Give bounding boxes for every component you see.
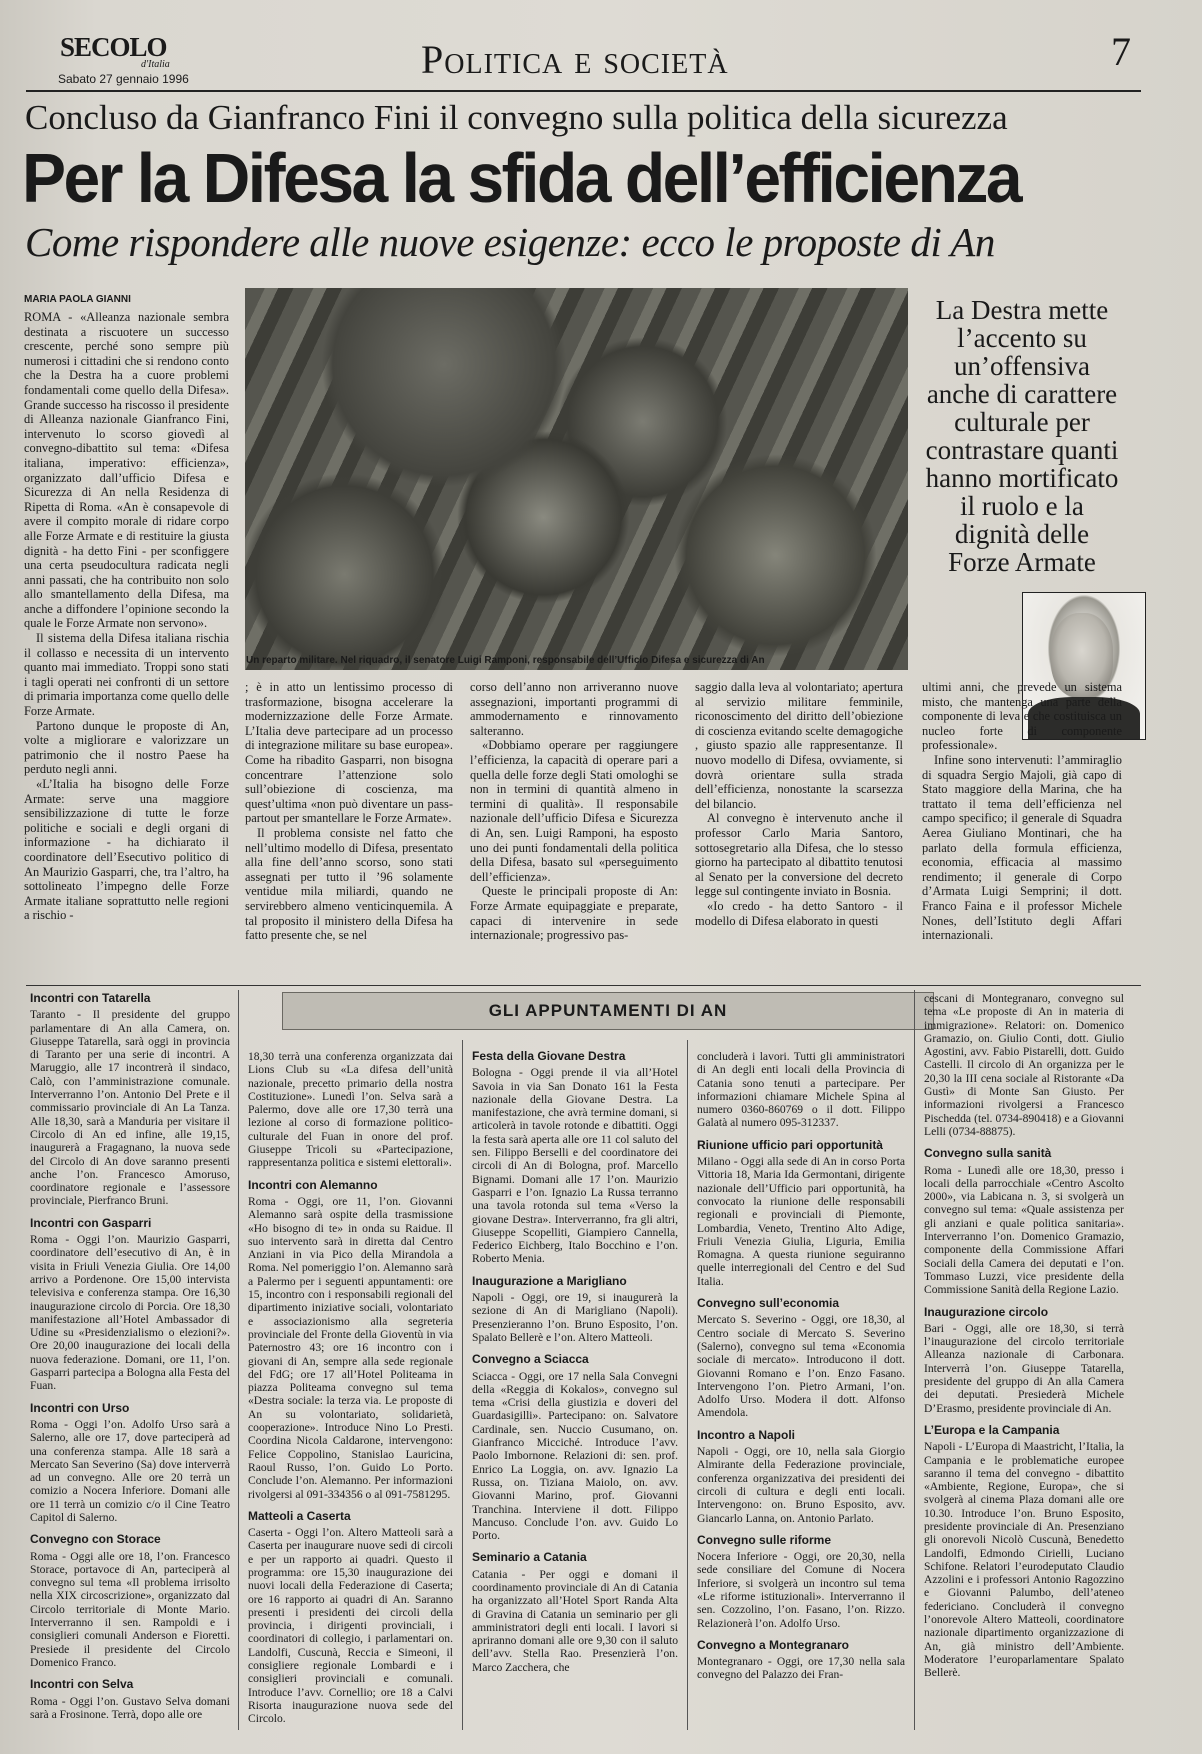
appointment-item [30, 1678, 230, 1721]
paragraph: «Io credo - ha detto Santoro - il modello di Difesa elaborato in questi [695, 898, 903, 928]
appointment-item [30, 1533, 230, 1669]
appointment-item [924, 1306, 1124, 1415]
pull-quote: La Destra mette l’accento su un’offensiva anche di carattere culturale per contrastare quanti hanno mortificato il ruolo e la dignità delle Forze Armate [925, 295, 1119, 577]
appointment-heading: Incontri con Urso [30, 1400, 130, 1415]
paragraph: saggio dalla leva al volontariato; apertura al servizio militare femminile, riconoscimento del diritto dell’obiezione di coscienza evitando scelte demagogiche , giusto spazio alle rappresentanze. Il nuovo modello di Difesa, ovviamente, si dovrà orientare sulla strada dell’efficienza, nonostante la scarsezza del bilancio. [695, 680, 903, 811]
appointments-column-3 [472, 1050, 678, 1683]
newspaper-logo-sub: d'Italia [141, 59, 170, 70]
article-headline: Per la Difesa la sfida dell’efficienza [22, 139, 1021, 217]
appointment-heading: Incontro a Napoli [697, 1427, 796, 1442]
section-title: Politica e società [421, 37, 729, 82]
appointment-text: Roma - Oggi l’on. Maurizio Gasparri, coordinatore dell’esecutivo di An, è in visita in Friuli Venezia Giulia. Ore 14,00 arrivo a Pordenone. Ore 15,00 intervista televisiva e conferenza stampa. Ore 16,30 inaugurazione circolo di Porcia. Ore 18,30 manifestazione all’Hotel Ambassador di Udine su «Presidenzialismo o elezioni?». Ore 20,00 inaugurazione dei locali della nuova federazione. Domani, ore 11, l’on. Gasparri partecipa a Bologna alla Festa del Fuan. [30, 1233, 230, 1393]
appointment-text: Napoli - Oggi, ore 10, nella sala Giorgio Almirante della Federazione provinciale, conferenza organizzativa dei presidenti dei circoli di cultura e degli enti locali. Intervengono: on. Bruno Esposito, avv. Giancarlo Lanna, on. Antonio Parlato. [697, 1445, 905, 1525]
section-divider [26, 985, 1141, 986]
appointment-heading: Incontri con Alemanno [248, 1177, 378, 1192]
appointments-column-5 [924, 992, 1124, 1689]
article-column-2 [245, 680, 453, 943]
appointment-item [30, 1402, 230, 1525]
appointment-item [248, 1510, 453, 1726]
paragraph: ultimi anni, che prevede un sistema misto, che mantenga una parte della componente di leva e che costituisca un nucleo forte di componente professionale». [922, 680, 1122, 753]
appointment-item [924, 992, 1124, 1138]
appointment-text: Bari - Oggi, alle ore 18,30, si terrà l’inaugurazione del circolo territoriale Alleanza nazionale di Carbonara. Interverrà l’on. Giuseppe Tatarella, presidente del gruppo di An alla Camera dei deputati. Presiederà Michele D’Erasmo, presidente provinciale di An. [924, 1321, 1124, 1415]
article-subhead: Come rispondere alle nuove esigenze: ecco le proposte di An [25, 219, 995, 265]
appointment-text: Napoli - L’Europa di Maastricht, l’Italia, la Campania e le problematiche europee saranno il tema del convegno - dibattito «Ambiente, Regione, Europa», che si svolgerà al cinema Plaza domani alle ore 10.30. Introduce l’on. Bruno Esposito, presidente provinciale di An. Presenziano gli onorevoli Nicolò Cuscunà, Benedetto Landolfi, Edmondo Cirielli, Luciano Schifone. Relatori l’eurodeputato Claudio Azzolini e i professori Antonio Ragozzino e Giovanni Palumbo, dell’ateneo federiciano. Concluderà il convegno l’onorevole Altero Matteoli, coordinatore nazionale dipartimento organizzazione di An, già ministro dell’Ambiente. Moderatore l’europarlamentare Spalato Bellerè. [924, 1440, 1124, 1680]
paragraph: corso dell’anno non arriveranno nuove assegnazioni, importanti programmi di ammodernamento e rinnovamento salteranno. [470, 680, 678, 738]
masthead [26, 22, 1141, 92]
appointment-item [472, 1353, 678, 1542]
appointment-text: Mercato S. Severino - Oggi, ore 18,30, al Centro sociale di Mercato S. Severino (Salerno), convegno sul tema «Economia sociale di mercato». Introducono il dott. Giovanni Romano e l’on. Enzo Fasano. Intervengono l’on. Pietro Armani, l’on. Adolfo Urso. Modera il dott. Alfonso Amendola. [697, 1313, 905, 1420]
appointment-item [697, 1297, 905, 1420]
appointment-text: Roma - Oggi alle ore 18, l’on. Francesco Storace, portavoce di An, parteciperà al convegno sul tema «Il problema irrisolto nella XIX circoscrizione», organizzato dal Circolo territoriale di Monte Mario. Interverranno il sen. Rampoldi e i consiglieri comunali Anderson e Fioretti. Presiede il presidente del Circolo Domenico Franco. [30, 1549, 230, 1669]
appointment-text: Milano - Oggi alla sede di An in corso Porta Vittoria 18, Maria Ida Germontani, dirigente nazionale dell’Ufficio pari opportunità, ha convocato la riunione delle responsabili regionali e provinciali di Piemonte, Lombardia, Veneto, Trentino Alto Adige, Friuli Venezia Giulia, Liguria, Emilia Romagna. A questa riunione seguiranno quelle interregionali del Centro e del Sud Italia. [697, 1155, 905, 1288]
column-rule [914, 990, 915, 1730]
appointment-text: concluderà i lavori. Tutti gli amministratori di An degli enti locali della Provincia di Catania sono tenuti a partecipare. Per informazioni chiamare Michele Spina al numero 0360-860769 o il dott. Filippo Galatà al numero 095-312337. [697, 1050, 905, 1130]
appointment-text: Caserta - Oggi l’on. Altero Matteoli sarà a Caserta per inaugurare nuove sedi di circoli e per un rapporto ai quadri. Questo il programma: ore 15,30 inaugurazione dei nuovi locali della Federazione di Caserta; ore 16 rapporto ai quadri di An. Saranno presenti i presidenti dei circoli della provincia, i dirigenti provinciali, i coordinatori di collegio, i parlamentari on. Landolfi, Cuscunà, Reccia e Simeoni, il consigliere regionale Lombardi e i consiglieri provinciali e comunali. Introduce l’avv. Cornellio; ore 18 a Calvi Risorta inaugurazione nuova sede del Circolo. [248, 1526, 453, 1726]
page-number: 7 [1111, 29, 1131, 74]
appointment-text: Nocera Inferiore - Oggi, ore 20,30, nella sede consiliare del Comune di Nocera Inferiore, si svolgerà un incontro sul tema «Le riforme istituzionali». Interverranno il sen. Cozzolino, l’on. Fasano, l’on. Rizzo. Relazionerà l’on. Adolfo Urso. [697, 1550, 905, 1630]
appointments-column-2 [248, 1050, 453, 1735]
appointment-item [472, 1275, 678, 1344]
paragraph: Queste le principali proposte di An: Forze Armate equipaggiate e preparate, capaci di intervenire in sede internazionale; progressivo pas- [470, 884, 678, 943]
appointment-heading: Convegno sulle riforme [697, 1532, 832, 1547]
appointment-text: Sciacca - Oggi, ore 17 nella Sala Convegni della «Reggia di Kokalos», convegno sul tema «Crisi della giustizia e doveri del Guardasigilli». Partecipano: on. Salvatore Cardinale, sen. Nuccio Cusumano, on. Gianfranco Micciché. Introduce l’avv. Paolo Imbornone. Relazioni di: sen. prof. Enrico La Loggia, on. avv. Ignazio La Russa, on. Tiziana Maiolo, on. avv. Giovanni Marino, prof. Giovanni Tranchina. Interviene il dott. Filippo Mancuso. Conclude l’on. avv. Guido Lo Porto. [472, 1369, 678, 1543]
newspaper-logo: SECOLO [60, 32, 167, 62]
article-column-4 [695, 680, 903, 928]
paragraph: Il sistema della Difesa italiana rischia il collasso e necessita di un intervento quanto mai immediato. Troppi sono stati i tagli operati nei confronti di un settore di primaria importanza come quello delle Forze Armate. [24, 631, 229, 719]
appointment-heading: L’Europa e la Campania [924, 1422, 1060, 1437]
issue-date: Sabato 27 gennaio 1996 [58, 72, 189, 86]
appointment-heading: Inaugurazione a Marigliano [472, 1273, 627, 1288]
appointment-text: Roma - Oggi l’on. Adolfo Urso sarà a Salerno, alle ore 17, dove parteciperà ad una conferenza stampa. Alle 18 sarà a Mercato San Severino (Sa) dove interverrà ad un convegno. Alle ore 20 terrà un comizio a Nocera Inferiore. Domani alle ore 11 terrà un comizio c/o il Cine Teatro Capitol di Salerno. [30, 1417, 230, 1524]
appointment-heading: Incontri con Gasparri [30, 1215, 152, 1230]
article-column-5 [922, 680, 1122, 943]
paragraph: Partono dunque le proposte di An, volte a migliorare e valorizzare un patrimonio che il nostro Paese ha perduto negli anni. [24, 718, 229, 777]
appointment-item [697, 1534, 905, 1630]
appointment-text: Roma - Oggi l’on. Gustavo Selva domani sarà a Frosinone. Terrà, dopo alle ore [30, 1694, 230, 1721]
appointment-text: Catania - Per oggi e domani il coordinamento provinciale di An di Catania ha organizzato all’Hotel Sport Randa Alta di Gravina di Catania un seminario per gli amministratori degli enti locali. I lavori si apriranno domani alle ore 9,30 con il saluto dell’avv. Stella Rao. Presenzierà l’on. Marco Zacchera, che [472, 1567, 678, 1674]
article-byline: MARIA PAOLA GIANNI [24, 294, 131, 305]
appointment-heading: Convegno con Storace [30, 1532, 161, 1547]
appointment-text: Taranto - Il presidente del gruppo parlamentare di An alla Camera, on. Giuseppe Tatarella, sarà oggi in provincia di Taranto per una serie di incontri. A Maruggio, alle 17 incontrerà il sindaco, Calò, con l’amministrazione comunale. Interverranno l’on. Antonio Del Prete e il commissario provinciale di An La Tanza. Alle 18,30, sarà a Manduria per visitare il Circolo di An ed infine, alle 19,15, inaugurerà a Fragagnano, la nuova sede del Circolo di An dove saranno presenti anche l’on. Francesco Amoruso, coordinatore regionale e l’assessore provinciale, Pierfranco Bruni. [30, 1008, 230, 1208]
appointments-column-1 [30, 992, 230, 1730]
article-kicker: Concluso da Gianfranco Fini il convegno sulla politica della sicurezza [25, 98, 1008, 137]
appointments-title: GLI APPUNTAMENTI DI AN [282, 992, 934, 1030]
article-column-3 [470, 680, 678, 943]
appointment-item [924, 1424, 1124, 1680]
appointment-item [697, 1639, 905, 1682]
appointment-text: Bologna - Oggi prende il via all’Hotel Savoia in via San Donato 161 la Festa nazionale della Giovane Destra. La manifestazione, che avrà termine domani, si articolerà in tavole rotonde e dibattiti. Oggi la festa sarà aperta alle ore 11 col saluto del sen. Filippo Berselli e del coordinatore dei circoli di An di Bologna, prof. Marcello Bignami. Domani alle 17 l’on. Maurizio Gasparri e l’on. Ignazio La Russa terranno una tavola rotonda sul tema «Verso la giovane Destra». Interverranno, fra gli altri, Giuseppe Scopelliti, Giampiero Cannella, Federico Eichberg, Italo Bocchino e l’on. Roberto Menia. [472, 1066, 678, 1266]
appointment-heading: Convegno sulla sanità [924, 1146, 1052, 1161]
article-column-1 [24, 310, 229, 923]
appointment-heading: Festa della Giovane Destra [472, 1049, 626, 1063]
column-rule [238, 990, 239, 1730]
appointment-text: Roma - Oggi, ore 11, l’on. Giovanni Alemanno sarà ospite della trasmissione «Ho bisogno di te» in onda su Raidue. Il suo intervento sarà in diretta dal Centro Anziani in via Pico della Mirandola a Roma. Nel pomeriggio l’on. Alemanno sarà a Palermo per i seguenti appuntamenti: ore 15, incontro con i responsabili regionali del dipartimento iniziative sociali, volontariato e associazionismo alla segreteria provinciale del Fronte della Gioventù in via Paternostro 43; ore 16 incontro con i giovani di An, sempre alla sede regionale del FdG; ore 17 all’Hotel Politeama in piazza Politeama convegno sul tema «Destra sociale: la terza via. Le proposte di An su volontariato, solidarietà, cooperazione». Introduce Nino Lo Presti. Coordina Nicola Caldarone, intervengono: Felice Coppolino, Stanislao Lauricina, Raoul Russo, l’on. Guido Lo Porto. Conclude l’on. Alemanno. Per informazioni rivolgersi al 091-334356 o al 091-7581295. [248, 1194, 453, 1501]
appointment-item [697, 1429, 905, 1525]
appointment-item [30, 992, 230, 1208]
appointment-heading: Incontri con Selva [30, 1677, 134, 1692]
appointment-text: 18,30 terrà una conferenza organizzata dai Lions Club su «La difesa dell’unità nazionale, precetto primario della nostra Costituzione». Lunedì l’on. Selva sarà a Palermo, dove alle ore 17,30 terrà una lezione al corso di formazione politico-culturale del Fuan in onore del prof. Giuseppe Tricoli su «Partecipazione, rappresentanza politica e sistemi elettorali». [248, 1050, 453, 1170]
appointment-heading: Convegno a Sciacca [472, 1352, 589, 1367]
paragraph: Il problema consiste nel fatto che nell’ultimo modello di Difesa, presentato alla fine dell’anno scorso, sono stati assegnati per tutto il ’96 solamente ventidue mila miliardi, quando ne servirebbero almeno venticinquemila. A tal proposito il ministero della Difesa ha fatto presente che, se nel [245, 825, 453, 943]
appointment-item [924, 1147, 1124, 1296]
appointment-heading: Matteoli a Caserta [248, 1508, 351, 1523]
appointment-item [30, 1217, 230, 1393]
column-rule [687, 1040, 688, 1730]
appointment-heading: Convegno a Montegranaro [697, 1637, 850, 1652]
appointment-item [697, 1050, 905, 1130]
appointment-item [248, 1179, 453, 1501]
appointment-heading: Riunione ufficio pari opportunità [697, 1137, 883, 1152]
appointments-column-4 [697, 1050, 905, 1691]
appointment-item [472, 1050, 678, 1266]
appointment-item [472, 1551, 678, 1674]
military-parade-photo [245, 288, 908, 670]
paragraph: «L’Italia ha bisogno delle Forze Armate: serve una maggiore sensibilizzazione di tutte le forze politiche e sociali e degli organi di informazione - ha dichiarato il coordinatore dell’Esecutivo politico di An Maurizio Gasparri, che, tra l’altro, ha sottolineato l’impegno delle Forze Armate italiane soprattutto nelle regioni a rischio - [24, 777, 229, 923]
appointment-text: Napoli - Oggi, ore 19, si inaugurerà la sezione di An di Marigliano (Napoli). Presenzieranno l’on. Bruno Esposito, l’on. Spalato Bellerè e l’on. Altero Matteoli. [472, 1291, 678, 1344]
paragraph: Al convegno è intervenuto anche il professor Carlo Maria Santoro, sottosegretario alla Difesa, che lo stesso giorno ha partecipato al dibattito tenutosi al Senato per la conversione del decreto legge sul contingente inviato in Bosnia. [695, 811, 903, 899]
appointment-text: Montegranaro - Oggi, ore 17,30 nella sala convegno del Palazzo dei Fran- [697, 1655, 905, 1682]
photo-caption: Un reparto militare. Nel riquadro, il senatore Luigi Ramponi, responsabile dell’Ufficio Difesa e sicurezza di An [246, 655, 765, 666]
column-rule [462, 1040, 463, 1730]
paragraph: Infine sono intervenuti: l’ammiraglio di squadra Sergio Majoli, già capo di Stato maggiore della Marina, che ha trattato il tema dell’efficienza nel campo specifico; il generale di Squadra Aerea Giuliano Montinari, che ha parlato della formula efficienza, economia, efficacia al massimo rendimento; il generale di Corpo d’Armata Luigi Semprini; il dott. Franco Faina e il professor Michele Nones, dell’Istituto degli Affari internazionali. [922, 752, 1122, 943]
paragraph: ROMA - «Alleanza nazionale sembra destinata a riscuotere un successo crescente, perché sono sempre più numerosi i cittadini che si rendono conto che la Destra ha a cuore problemi fondamentali come quello della Difesa». Grande successo ha riscosso il presidente di Alleanza nazionale Gianfranco Fini, intervenuto lo scorso giovedì al convegno-dibattito sul tema: «Difesa italiana, imperativo: efficienza», organizzato dall’ufficio Difesa e Sicurezza di An nella Residenza di Ripetta di Roma. «An è consapevole di avere il compito morale di ridare corpo alle Forze Armate e di restituire la giusta dignità - ha detto Fini - per sconfiggere una certa pseudocultura radicata negli anni passati, che ha contribuito non solo allo smantellamento della Difesa, ma anche a diffondere l’opinione secondo la quale le Forze Armate non servono». [24, 310, 229, 631]
appointment-item [248, 1050, 453, 1170]
appointment-item [697, 1139, 905, 1288]
appointment-heading: Convegno sull’economia [697, 1296, 840, 1311]
appointment-heading: Inaugurazione circolo [924, 1304, 1049, 1319]
appointment-text: Roma - Lunedì alle ore 18,30, presso i locali della parrocchiale «Centro Ascolto 2000», via Labicana n. 3, si svolgerà un convegno sul tema: «Quale assistenza per gli anziani e quale politica sanitaria». Interverranno l’on. Domenico Gramazio, componente della Commissione Affari Sociali della Camera dei deputati e l’on. Tommaso Luzzi, vice presidente della Commissione Sanità della Regione Lazio. [924, 1163, 1124, 1297]
paragraph: «Dobbiamo operare per raggiungere l’efficienza, la capacità di operare pari a quella delle forze degli Stati omologhi se non in termini di quantità almeno in termini di qualità». Il responsabile nazionale dell’ufficio Difesa e Sicurezza di An, sen. Luigi Ramponi, ha esposto uno dei punti fondamentali della politica della Difesa, basato sul «perseguimento dell’efficienza». [470, 738, 678, 884]
appointment-text: cescani di Montegranaro, convegno sul tema «Le proposte di An in materia di immigrazione». Relatori: on. Domenico Gramazio, on. Giulio Conti, dott. Giulio Agostini, avv. Fabio Pistarelli, dott. Guido Castelli. Il circolo di An organizza per le 20,30 la III cena sociale al Ristorante «Da Gustì» di Monte San Giusto. Per informazioni rivolgersi a Francesco Pischedda (tel. 0734-890418) e a Giovanni Lelli (0734-88875). [924, 992, 1124, 1138]
appointment-heading: Incontri con Tatarella [30, 991, 151, 1005]
appointment-heading: Seminario a Catania [472, 1550, 587, 1565]
paragraph: ; è in atto un lentissimo processo di trasformazione, bisogna accelerare la modernizzazione delle Forze Armate. L’Italia deve partecipare ad un processo di integrazione militare su base europea». Come ha ribadito Gasparri, non bisogna concentrare l’attenzione solo sull’obiezione di coscienza, ma quest’ultima «non può diventare un pass-partout per smantellare le Forze Armate». [245, 680, 453, 826]
